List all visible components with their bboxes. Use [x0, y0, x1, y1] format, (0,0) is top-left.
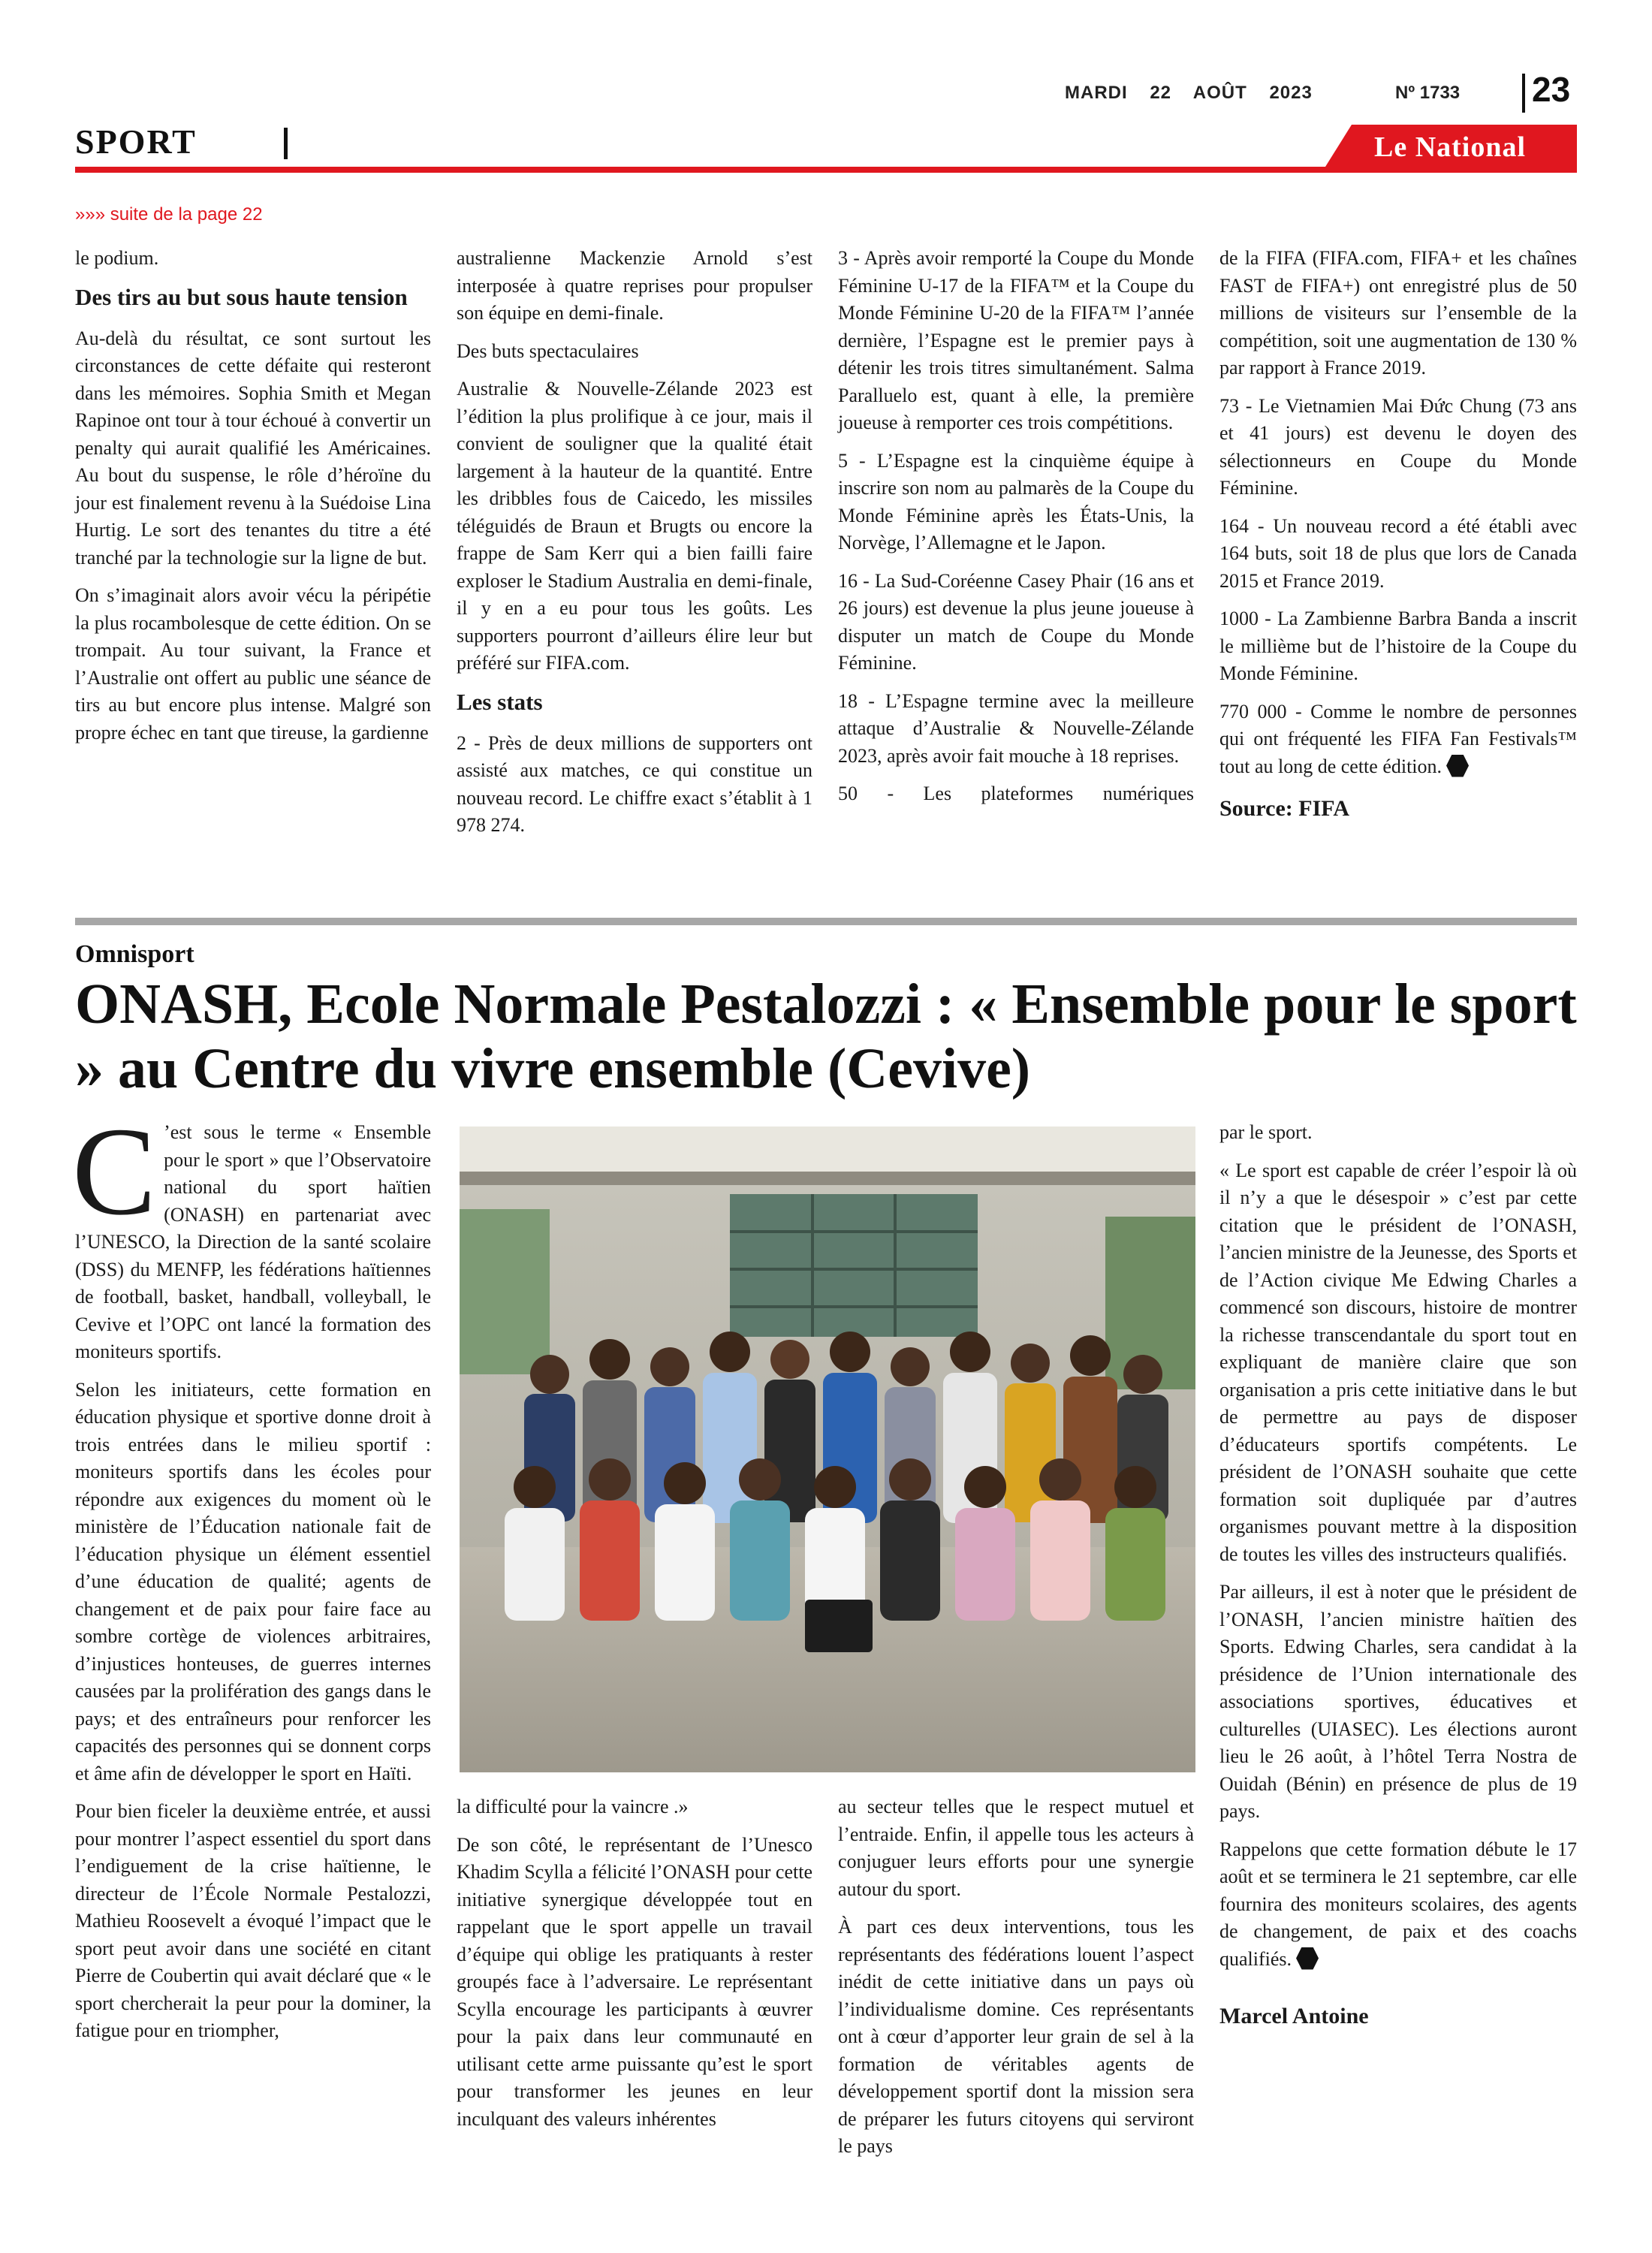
group-photo	[460, 1126, 1195, 1772]
stat-paragraph: 50 - Les plateformes numériques	[838, 783, 1194, 804]
group-photo-illustration	[460, 1126, 1195, 1772]
article-divider	[75, 918, 1577, 925]
drop-cap: C	[72, 1102, 157, 1241]
section-title: SPORT	[75, 122, 197, 161]
paragraph: le podium.	[75, 247, 159, 269]
paragraph: australienne Mackenzie Arnold s’est interposée à quatre reprises pour propulser son équipe en demi-finale.	[457, 247, 812, 324]
subheading: Des tirs au but sous haute tension	[75, 283, 408, 310]
paragraph: « Le sport est capable de créer l’espoir là où il n’y a que le désespoir » c’est par cette citation que le président de l’ONASH, l’ancien ministre de la Jeunesse, des Sports et de l’Action civique Me Edwing Charles a commencé son discours, histoire de montrer la richesse transcendantale du sport tout en expliquant de manière claire que son organisation a pris cette initiative dans le but de permettre au pays de disposer d’éducateurs sportifs compétents. Le président de l’ONASH souhaite que cette formation soit dupliquée par d’autres organismes pouvant mettre à la disposition de toutes les villes des instructeurs qualifiés.	[1219, 1159, 1577, 1565]
article-kicker: Omnisport	[75, 940, 194, 968]
stat-text: 770 000 - Comme le nombre de personnes qui ont fréquenté les FIFA Fan Festivals™ tout au long de cette édition.	[1219, 700, 1577, 777]
paragraph: Selon les initiateurs, cette formation en éducation physique et sportive donne droit à trois entrées dans le milieu sportif : moniteurs sportifs dans les écoles pour répondre aux exigences du moment où le ministère de l’Éducation nationale fait de l’éducation physique un élément essentiel d’une éducation de qualité; agents de changement et de paix pour faire face au sombre cortège de violences arbitraires, d’injustices honteuses, de guerres internes causées par la prolifération des gangs dans le pays; et des entraîneurs pour renforcer les capacités des personnes qui se donnent corps et âme afin de développer le sport en Haïti.	[75, 1378, 431, 1784]
article-source: Source: FIFA	[1219, 796, 1350, 821]
continued-from-link[interactable]: »»» suite de la page 22	[75, 204, 263, 225]
stat-paragraph: de la FIFA (FIFA.com, FIFA+ et les chaînes FAST de FIFA+) ont enregistré plus de 50 millions de visiteurs sur l’ensemble de la compétition, soit une augmentation de 130 % par rapport à France 2019.	[1219, 247, 1577, 379]
paragraph: la difficulté pour la vaincre .»	[457, 1796, 689, 1817]
main-article-column-4	[1219, 1119, 1577, 2041]
closing-text: Rappelons que cette formation débute le 17 août et se terminera le 21 septembre, car elle fournira des moniteurs scolaires, des agents de changement, de paix et des coachs qualifiés.	[1219, 1838, 1577, 1970]
top-article-column-2	[457, 245, 812, 850]
paragraph: 2 - Près de deux millions de supporters ont assisté aux matches, ce qui constitue un nouveau record. Le chiffre exact s’établit à 1 978 274.	[457, 731, 812, 836]
stat-paragraph: 16 - La Sud-Coréenne Casey Phair (16 ans et 26 jours) est devenue la plus jeune joueuse à disputer un match de Coupe du Monde Féminine.	[838, 569, 1194, 674]
paragraph: Des buts spectaculaires	[457, 339, 639, 362]
main-article-column-2	[457, 1793, 812, 2143]
paragraph: Pour bien ficeler la deuxième entrée, et aussi pour montrer l’aspect essentiel du sport dans l’endiguement de la crise haïtienne, le directeur de l’École Normale Pestalozzi, Mathieu Roosevelt a évoqué l’impact que le sport peut avoir dans une société en citant Pierre de Coubertin qui avait déclaré que « le sport chercherait la peur pour la dominer, la fatigue pour en triompher,	[75, 1800, 431, 2041]
stat-paragraph: 5 - L’Espagne est la cinquième équipe à inscrire son nom au palmarès de la Coupe du Monde Féminine après les États-Unis, la Norvège, l’Allemagne et le Japon.	[838, 449, 1194, 553]
paragraph: À part ces deux interventions, tous les représentants des fédérations louent l’aspect inédit de cette initiative dans un pays où l’individualisme domine. Ces représentants ont à cœur d’apporter leur grain de sel à la formation de véritables agents de développement sportif dont la mission sera de préparer les futurs citoyens qui serviront le pays	[838, 1916, 1194, 2157]
paragraph: On s’imaginait alors avoir vécu la péripétie la plus rocambolesque de cette édition. On se trompait. Au tour suivant, la France et l’Australie ont offert au public une séance de tirs au but encore plus intense. Malgré son propre échec en tant que tireuse, la gardienne	[75, 584, 431, 743]
paragraph	[1219, 1836, 1577, 1974]
top-article-column-1	[75, 245, 431, 757]
subheading: Les stats	[457, 688, 543, 715]
author-byline: Marcel Antoine	[1219, 2004, 1369, 2028]
newspaper-name: Le National	[1374, 131, 1527, 163]
paragraph: Au-delà du résultat, ce sont surtout les circonstances de cette défaite qui resteront dans les mémoires. Sophia Smith et Megan Rapinoe ont tour à tour échoué à convertir un penalty qui aurait qualifié les Américaines. Au bout du suspense, le rôle d’héroïne du jour est finalement revenu à la Suédoise Lina Hurtig. Le sort des tenantes du titre a été tranché par la technologie sur la ligne de but.	[75, 327, 431, 569]
end-mark-icon	[1446, 755, 1469, 777]
stat-paragraph: 18 - L’Espagne termine avec la meilleure attaque d’Australie & Nouvelle-Zélande 2023, après avoir fait mouche à 18 reprises.	[838, 689, 1194, 767]
stat-paragraph: 164 - Un nouveau record a été établi avec 164 buts, soit 18 de plus que lors de Canada 2015 et France 2019.	[1219, 514, 1577, 592]
main-article-column-3	[838, 1793, 1194, 2171]
issue-number: Nº 1733	[1395, 83, 1461, 103]
stat-paragraph: 1000 - La Zambienne Barbra Banda a inscrit le millième but de l’histoire de la Coupe du Monde Féminine.	[1219, 608, 1577, 684]
paragraph: Par ailleurs, il est à noter que le président de l’ONASH, l’ancien ministre haïtien des Sports. Edwing Charles, sera candidat à la présidence de l’Union internationale des associations sportives, éducatives et culturelles (UIASEC). Les élections auront lieu le 26 août, à l’hôtel Terra Nostra de Ouidah (Bénin) en présence de plus de 19 pays.	[1219, 1581, 1577, 1822]
end-mark-icon	[1296, 1947, 1319, 1970]
paragraph: par le sport.	[1219, 1121, 1313, 1143]
paragraph: au secteur telles que le respect mutuel et l’entraide. Enfin, il appelle tous les acteurs à conjuguer leurs efforts pour une synergie autour du sport.	[838, 1796, 1194, 1900]
stat-paragraph: 73 - Le Vietnamien Mai Đức Chung (73 ans et 41 jours) est devenu le doyen des sélectionneurs en Coupe du Monde Féminine.	[1219, 394, 1577, 499]
article-headline: ONASH, Ecole Normale Pestalozzi : « Ensemble pour le sport » au Centre du vivre ensemble (Cevive)	[75, 973, 1577, 1100]
stat-paragraph: 3 - Après avoir remporté la Coupe du Monde Féminine U-17 de la FIFA™ et la Coupe du Monde Féminine U-20 de la FIFA™ l’année dernière, l’Espagne est le premier pays à détenir les trois titres simultanément. Salma Paralluelo est, quant à elle, la première joueuse à remporter ces trois compétitions.	[838, 247, 1194, 433]
page-number: 23	[1532, 70, 1571, 109]
top-article-column-4	[1219, 245, 1577, 834]
top-article-column-3	[838, 245, 1194, 819]
paragraph: De son côté, le représentant de l’Unesco Khadim Scylla a félicité l’ONASH pour cette initiative synergique développée tout en rappelant que le sport appelle un travail d’équipe qui oblige les pratiquants à rester groupés face à l’adversaire. Le représentant Scylla encourage les participants à œuvrer pour la paix dans leur communauté en utilisant cette arme puissante qu’est le sport pour transformer les jeunes en leur inculquant des valeurs inhérentes	[457, 1833, 812, 2130]
section-bar	[284, 128, 288, 159]
paragraph: Australie & Nouvelle-Zélande 2023 est l’édition la plus prolifique à ce jour, mais il convient de souligner que la qualité était largement à la hauteur de la quantité. Entre les dribbles fous de Caicedo, les missiles téléguidés de Braun et Brugts ou encore la frappe de Sam Kerr qui a bien failli faire exploser le Stadium Australia en demi-finale, il y en a eu pour tous les goûts. Les supporters pourront d’ailleurs élire leur but préféré sur FIFA.com.	[457, 378, 812, 674]
header-divider	[1522, 74, 1525, 113]
lead-paragraph	[72, 1102, 431, 1366]
main-article-column-1	[72, 1102, 431, 2055]
lead-text: ’est sous le terme « Ensemble pour le sport » que l’Observatoire national du sport haïtien (ONASH) en partenariat avec l’UNESCO, la Direction de la santé scolaire (DSS) du MENFP, les fédérations haïtiennes de football, basket, handball, volleyball, le Cevive et l’OPC ont lancé la formation des moniteurs sportifs.	[75, 1121, 431, 1362]
issue-date: MARDI 22 AOÛT 2023	[1065, 83, 1313, 103]
stat-paragraph	[1219, 698, 1577, 781]
